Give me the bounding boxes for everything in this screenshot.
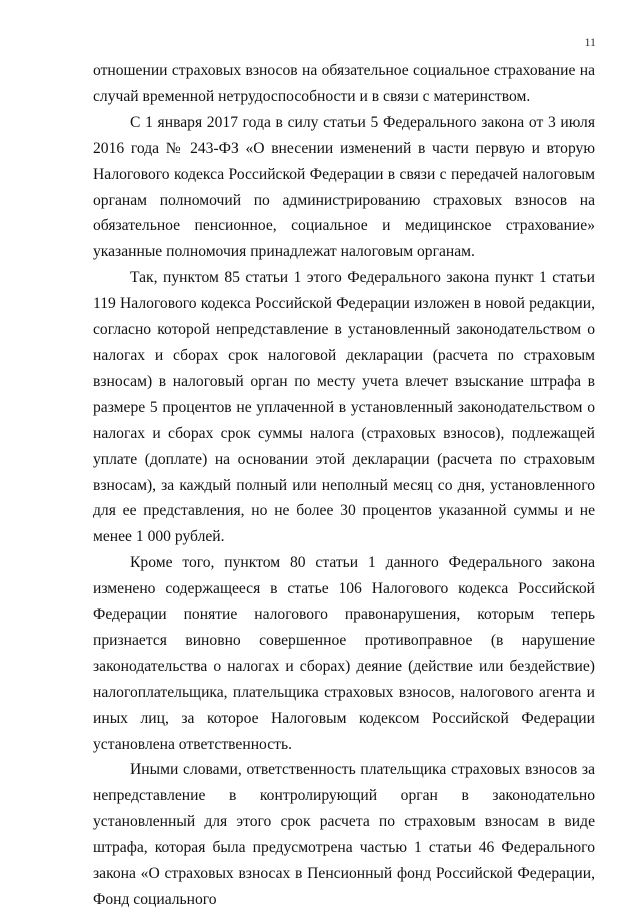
paragraph-federal-law-2017: С 1 января 2017 года в силу статьи 5 Федерального закона от 3 июля 2016 года № 243-ФЗ «О внесении изменений в части первую и вторую Налогового кодекса Российской Федерации в связи с передачей налоговым органам полномочий по администрированию страховых взносов на обязательное пенсионное, социальное и медицинское страхование» указанные полномочия принадлежат налоговым органам. [93, 113, 595, 261]
paragraph-article-119: Так, пунктом 85 статьи 1 этого Федерального закона пункт 1 статьи 119 Налогового кодекса Российской Федерации изложен в новой редакции, согласно которой непредставление в установленный законодательством о налогах и сборах срок налоговой декларации (расчета по страховым взносам) в налоговый орган по месту учета влечет взыскание штрафа в размере 5 процентов не уплаченной в установленный законодательством о налогах и сборах срок суммы налога (страховых взносов), подлежащей уплате (доплате) на основании этой декларации (расчета по страховым взносам), за каждый полный или неполный месяц со дня, установленного для ее представления, но не более 30 процентов указанной суммы и не менее 1 000 рублей. [93, 269, 595, 546]
paragraph-article-106: Кроме того, пунктом 80 статьи 1 данного Федерального закона изменено содержащееся в статье 106 Налогового кодекса Российской Федерации понятие налогового правонарушения, которым теперь признается виновно совершенное противоправное (в нарушение законодательства о налогах и сборах) деяние (действие или бездействие) налогоплательщика, плательщика страховых взносов, налогового агента и иных лиц, за которое Налоговым кодексом Российской Федерации установлена ответственность. [93, 554, 595, 753]
body-text [93, 58, 595, 913]
paragraph-continuation: отношении страховых взносов на обязательное социальное страхование на случай временной нетрудоспособности и в связи с материнством. [93, 62, 595, 105]
page-number: 11 [584, 35, 596, 49]
paragraph-liability: Иными словами, ответственность плательщика страховых взносов за непредставление в контролирующий орган в законодательно установленный для этого срок расчета по страховым взносам в виде штрафа, которая была предусмотрена частью 1 статьи 46 Федерального закона «О страховых взносах в Пенсионный фонд Российской Федерации, Фонд социального [93, 761, 595, 908]
